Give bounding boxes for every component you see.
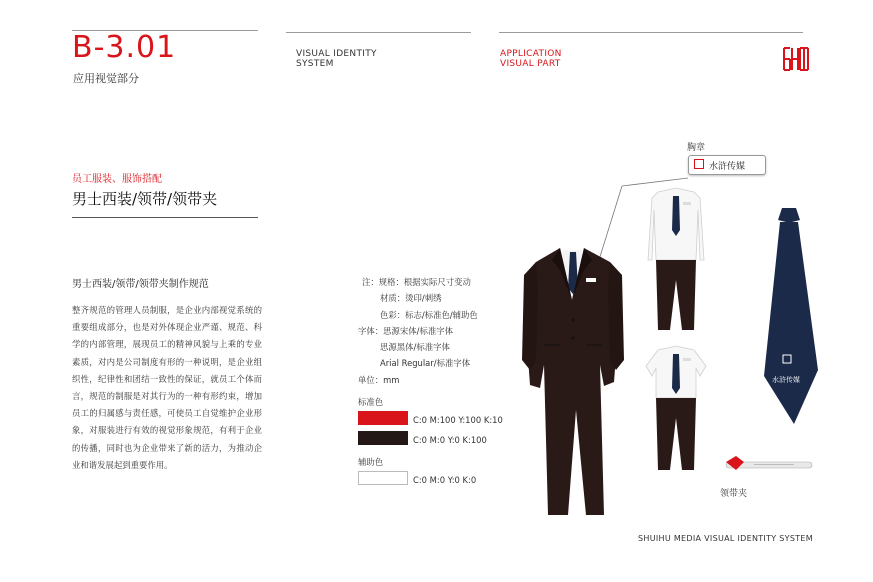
shuihu-seal-logo-icon <box>781 44 811 74</box>
badge-label: 胸章 <box>687 143 706 153</box>
header-rule-middle <box>286 32 471 33</box>
tie-clip-figure <box>726 456 812 470</box>
black-color-swatch <box>358 431 408 445</box>
red-cmyk-value: C:0 M:100 Y:100 K:10 <box>413 415 503 425</box>
visual-identity-line1: VISUAL IDENTITY <box>296 49 377 59</box>
page-code: B-3.01 <box>72 30 177 65</box>
black-cmyk-value: C:0 M:0 Y:0 K:100 <box>413 435 487 445</box>
note-material: 材质：烫印/刺绣 <box>380 293 442 303</box>
application-line2: VISUAL PART <box>500 59 561 69</box>
visual-identity-label <box>296 49 377 69</box>
tie-brand-text: 水浒传媒 <box>772 376 800 384</box>
application-line1: APPLICATION <box>500 49 562 59</box>
note-spec: 注：规格：根据实际尺寸变动 <box>362 277 471 287</box>
badge-text: 水浒传媒 <box>709 162 746 172</box>
spec-body-text: 整齐规范的管理人员制服，是企业内部视觉系统的重要组成部分，也是对外体现企业严谨、规范、科学的内部管理，展现员工的精神风貌与上乘的专业素质，对内是公司制度有形的一种说明，是企业组织性，纪律性和团结一致性的保证，就员工个体而言，规范的制服是对其行为的一种有形约束，增加员工的归属感与责任感，可使员工自觉维护企业形象，对服装进行有效的视觉形象规范，有利于企业的传播，同时也为企业带来了新的活力，为推动企业和谐发展起到重要作用。 <box>72 305 262 470</box>
section-title: 男士西装/领带/领带夹 <box>72 190 218 208</box>
note-font-2: 思源黑体/标准字体 <box>380 342 450 352</box>
aux-color-label: 辅助色 <box>358 457 384 467</box>
application-label <box>500 49 562 69</box>
tie-clip-label: 领带夹 <box>720 489 748 499</box>
white-color-swatch <box>358 471 408 485</box>
note-unit: 单位：mm <box>358 375 400 385</box>
note-font-1: 字体：思源宋体/标准字体 <box>358 326 453 336</box>
necktie-figure <box>764 208 818 424</box>
page-code-subtitle: 应用视觉部分 <box>73 72 139 85</box>
visual-identity-line2: SYSTEM <box>296 59 334 69</box>
note-font-3: Arial Regular/标准字体 <box>380 358 471 368</box>
long-sleeve-shirt-figure <box>648 188 704 330</box>
footer-text: SHUIHU MEDIA VISUAL IDENTITY SYSTEM <box>638 534 813 543</box>
spec-subtitle: 男士西装/领带/领带夹制作规范 <box>72 279 209 290</box>
red-color-swatch <box>358 411 408 425</box>
title-underline <box>72 217 258 218</box>
short-sleeve-shirt-figure <box>646 346 706 470</box>
suit-figure <box>522 248 624 515</box>
white-cmyk-value: C:0 M:0 Y:0 K:0 <box>413 475 477 485</box>
section-category: 员工服装、服饰搭配 <box>72 174 162 185</box>
uniform-illustration <box>500 160 830 520</box>
standard-color-label: 标准色 <box>358 397 384 407</box>
header-rule-right <box>499 32 803 33</box>
note-color: 色彩：标志/标准色/辅助色 <box>380 310 478 320</box>
